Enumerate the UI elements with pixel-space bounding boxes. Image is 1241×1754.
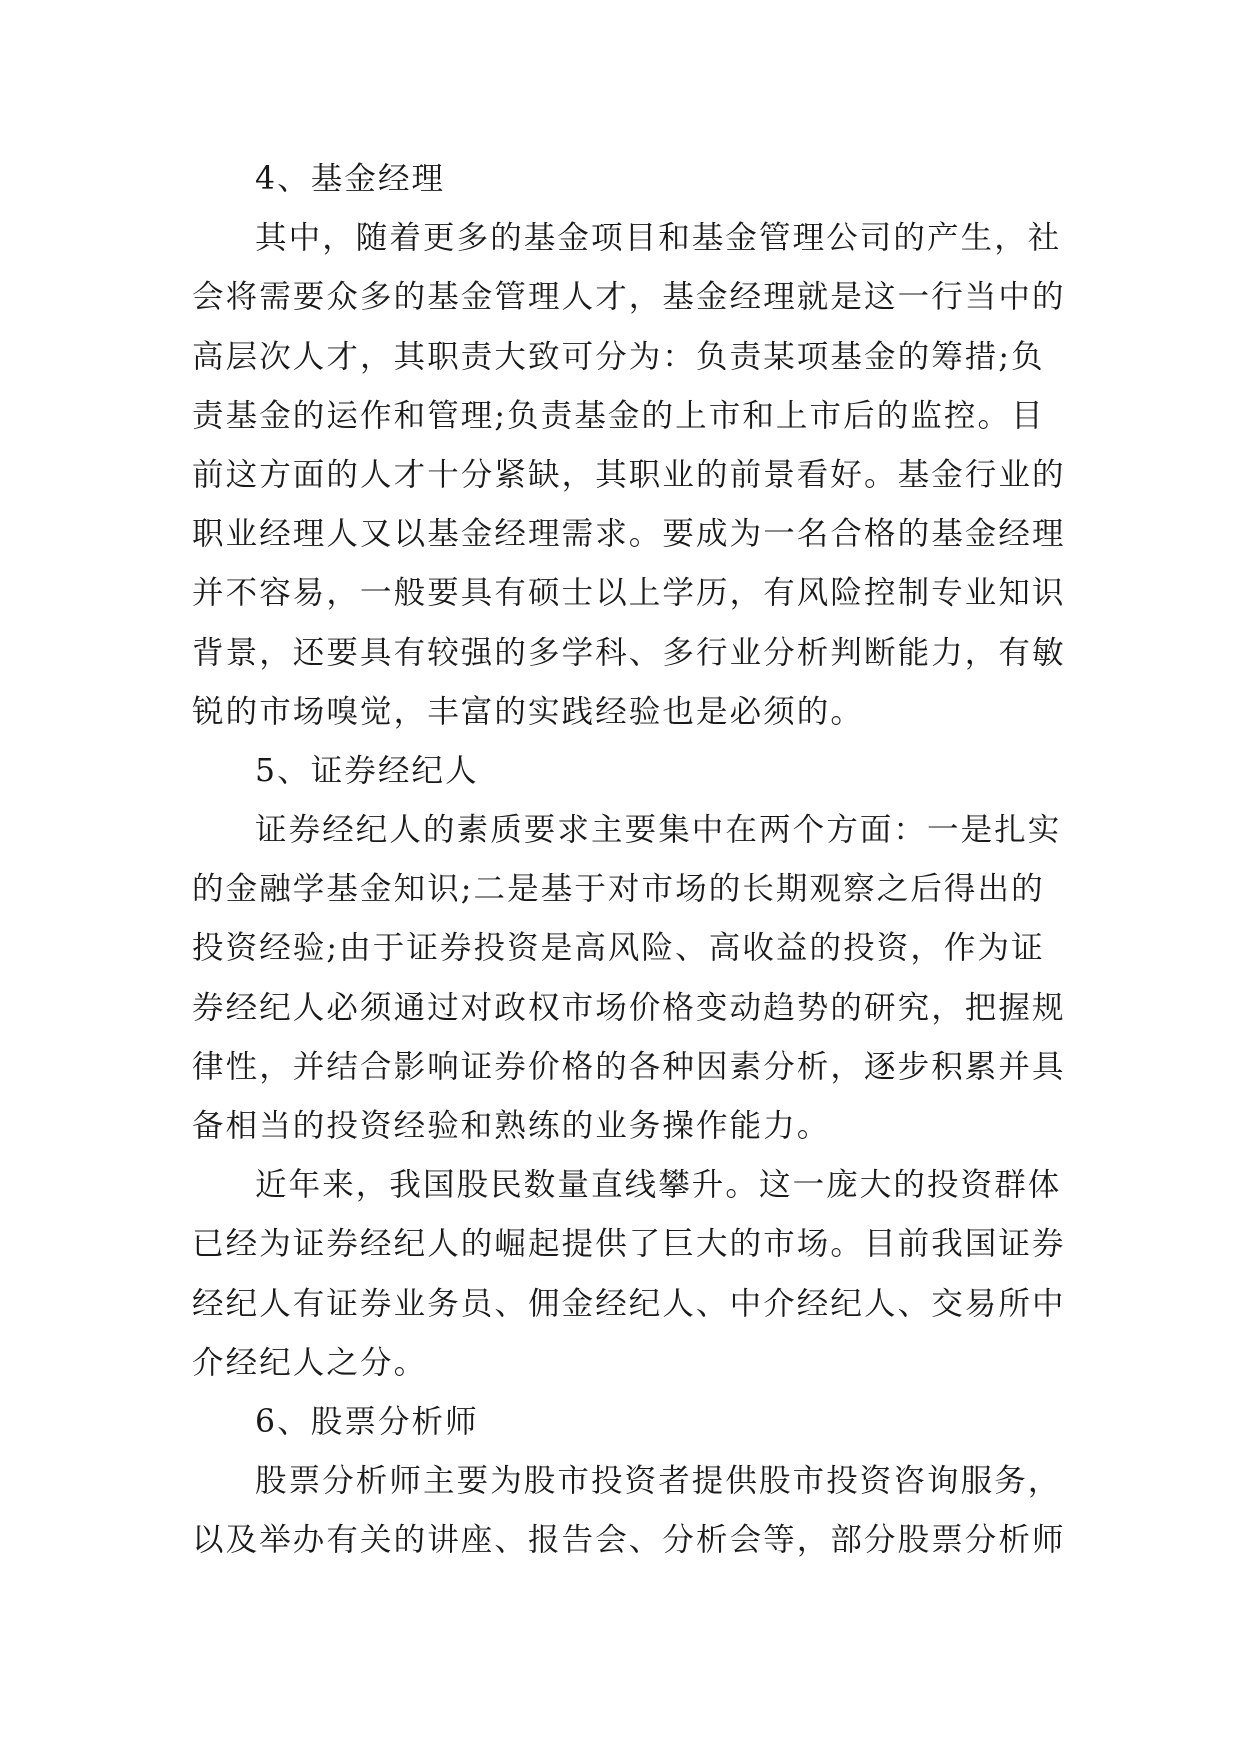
section-heading-fund-manager: 4、基金经理 (255, 161, 446, 197)
paragraph (192, 801, 1066, 1156)
section-heading-securities-broker: 5、证券经纪人 (255, 752, 479, 789)
paragraph-line: 高层次人才，其职责大致可分为：负责某项基金的筹措;负 (192, 338, 1045, 375)
paragraph-line: 投资经验;由于证券投资是高风险、高收益的投资，作为证 (192, 930, 1045, 967)
paragraph-line: 股票分析师主要为股市投资者提供股市投资咨询服务， (255, 1463, 1062, 1500)
paragraph-line: 律性，并结合影响证券价格的各种因素分析，逐步积累并具 (192, 1048, 1066, 1085)
paragraph-line: 并不容易，一般要具有硕士以上学历，有风险控制专业知识 (192, 575, 1066, 612)
paragraph (192, 1156, 1066, 1393)
paragraph-line: 介经纪人之分。 (192, 1344, 428, 1381)
paragraph (192, 209, 1066, 742)
paragraph-line: 券经纪人必须通过对政权市场价格变动趋势的研究，把握规 (192, 989, 1066, 1026)
paragraph-line: 已经为证券经纪人的崛起提供了巨大的市场。目前我国证券 (192, 1226, 1066, 1263)
section-heading-stock-analyst: 6、股票分析师 (255, 1403, 479, 1440)
paragraph (192, 1452, 1066, 1570)
paragraph-line: 的金融学基金知识;二是基于对市场的长期观察之后得出的 (192, 871, 1045, 908)
paragraph-line: 以及举办有关的讲座、报告会、分析会等，部分股票分析师 (192, 1522, 1066, 1559)
document-page (192, 150, 1066, 1571)
paragraph-line: 锐的市场嗅觉，丰富的实践经验也是必须的。 (192, 693, 865, 730)
paragraph-line: 责基金的运作和管理;负责基金的上市和上市后的监控。目 (192, 397, 1045, 434)
paragraph-line: 会将需要众多的基金管理人才，基金经理就是这一行当中的 (192, 279, 1066, 316)
paragraph-line: 其中，随着更多的基金项目和基金管理公司的产生，社 (255, 220, 1062, 257)
paragraph-line: 职业经理人又以基金经理需求。要成为一名合格的基金经理 (192, 516, 1066, 553)
paragraph-line: 经纪人有证券业务员、佣金经纪人、中介经纪人、交易所中 (192, 1285, 1066, 1322)
paragraph-line: 前这方面的人才十分紧缺，其职业的前景看好。基金行业的 (192, 456, 1066, 493)
paragraph-line: 证券经纪人的素质要求主要集中在两个方面：一是扎实 (255, 812, 1062, 849)
paragraph-line: 备相当的投资经验和熟练的业务操作能力。 (192, 1108, 831, 1144)
paragraph-line: 近年来，我国股民数量直线攀升。这一庞大的投资群体 (255, 1167, 1062, 1204)
paragraph-line: 背景，还要具有较强的多学科、多行业分析判断能力，有敏 (192, 634, 1066, 671)
